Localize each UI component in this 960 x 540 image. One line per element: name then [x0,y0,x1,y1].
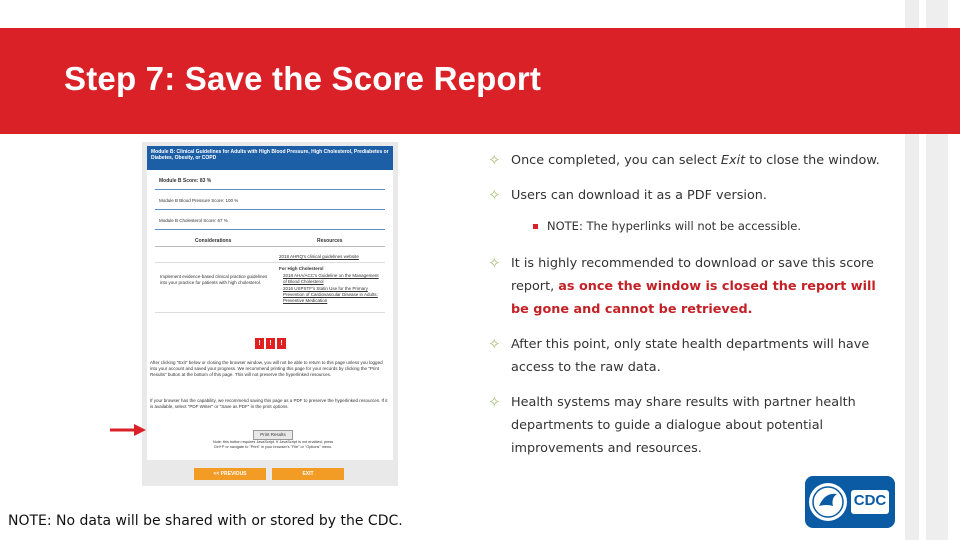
cholesterol-score: Module B Cholesterol Score: 67 % [159,218,228,223]
footnote: NOTE: No data will be shared with or stored by the CDC. [8,513,403,529]
sparkle-icon: ✧ [488,152,501,169]
sparkle-icon: ✧ [488,187,501,204]
resources-heading: For High Cholesterol [279,266,324,271]
exit-warning-text: After clicking "Exit" below or closing the browser window, you will not be able to return to this page unless you logged into your account and saved your progress. We recommend printing this page for your records by clicking the "Print Results" button at the bottom of this page. This will not preserve the hyperlinked resources. [150,360,383,377]
divider [155,246,385,247]
hyperlinks-note: NOTE: The hyperlinks will not be accessible. [547,219,802,233]
sparkle-icon: ✧ [488,255,501,272]
pdf-instructions: If your browser has the capability, we recommend saving this page as a PDF to preserve the hyperlinked resources. If it is available, select "PDF Writer" or "Save as PDF" in the print options. [150,398,388,409]
score-report-page [147,146,393,460]
bullet-pdf: Users can download it as a PDF version. [511,188,767,203]
bullet-exit-instructions: Once completed, you can select Exit to close the window. [511,153,880,168]
divider [155,312,385,313]
divider [155,209,385,210]
red-arrow-icon [110,424,146,436]
ahrq-link[interactable]: 2018 AHRQ's clinical guidelines website [279,254,359,259]
bullet-share-results: Health systems may share results with partner health departments to guide a dialogue about potential improvements and resources. [511,395,856,456]
module-score: Module B Score: 83 % [159,178,212,184]
sparkle-icon: ✧ [488,394,501,411]
print-results-button[interactable]: Print Results [253,430,293,440]
divider [155,229,385,230]
aha-guideline-link[interactable]: 2018 AHA/ACC's Guideline on the Management of Blood Cholesterol [283,273,379,284]
bullet-data-access: After this point, only state health departments will have access to the raw data. [511,337,870,375]
score-report-screenshot [142,142,398,486]
square-bullet-icon [533,224,538,229]
print-note: Note: this button requires JavaScript. If JavaScript is not enabled, press Ctrl+P or navigate to "Print" in your browser's "File" or "Options" menu. [212,440,334,449]
module-header: Module B: Clinical Guidelines for Adults with High Blood Pressure, High Cholesterol, Prediabetes or Diabetes, Obesity, or COPD [147,146,393,170]
exclamation-icon: ! [266,338,275,349]
resources-header: Resources [317,238,343,244]
cdc-wordmark: CDC [853,492,887,509]
consideration-text: Implement evidence-based clinical practice guidelines into your practice for patients with high cholesterol. [160,274,268,285]
slide-title: Step 7: Save the Score Report [64,60,542,97]
divider [155,189,385,190]
cdc-logo [805,476,895,528]
sparkle-icon: ✧ [488,336,501,353]
bp-score: Module B Blood Pressure Score: 100 % [159,198,239,203]
exclamation-icon: ! [255,338,264,349]
bullet-save-recommendation: It is highly recommended to download or save this score report, as once the window is closed the report will be gone and cannot be retrieved. [511,256,876,317]
considerations-header: Considerations [195,238,232,244]
exclamation-icon: ! [277,338,286,349]
previous-button[interactable]: << PREVIOUS [194,468,266,480]
exit-button[interactable]: EXIT [272,468,344,480]
uspstf-link[interactable]: 2016 USPSTF's Statin Use for the Primary Prevention of Cardiovascular Disease in Adults: Preventive Medication [283,286,378,303]
divider [155,262,385,263]
